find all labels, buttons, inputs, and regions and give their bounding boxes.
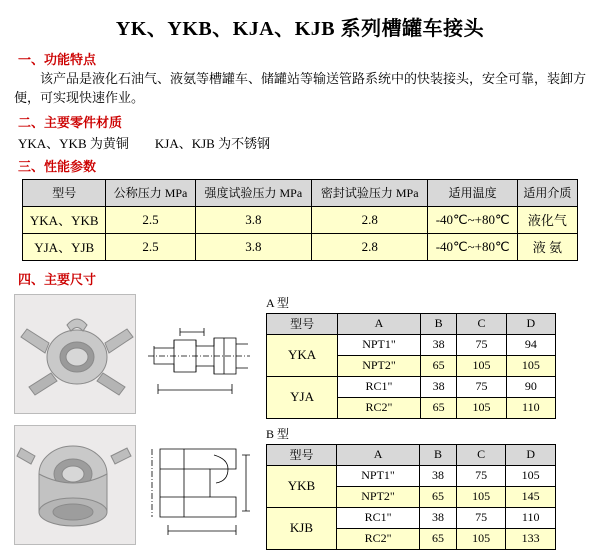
b-model-1: KJB xyxy=(267,507,337,549)
type-b-block xyxy=(0,425,600,550)
a-r0l0-c1: NPT1" xyxy=(338,334,421,355)
a-header-0: 型号 xyxy=(267,313,338,334)
b-r0l0-c2: 38 xyxy=(420,465,457,486)
b-r1l1-c2: 65 xyxy=(420,528,457,549)
section-heading-performance: 三、性能参数 xyxy=(18,158,97,174)
b-r1l1-c3: 105 xyxy=(456,528,506,549)
a-r1l0-c1: RC1" xyxy=(338,376,421,397)
a-r0l0-c4: 94 xyxy=(506,334,555,355)
a-model-0: YKA xyxy=(267,334,338,376)
b-header-0: 型号 xyxy=(267,444,337,465)
table-header-row xyxy=(23,179,578,206)
b-header-3: C xyxy=(456,444,506,465)
table-row xyxy=(23,233,578,260)
b-r0l1-c3: 105 xyxy=(456,486,506,507)
a-r0l0-c3: 75 xyxy=(457,334,506,355)
spec-header-3: 密封试验压力 MPa xyxy=(312,179,428,206)
spec-r0-c1: 2.5 xyxy=(106,206,195,233)
material-line-b: KJA、KJB 为不锈钢 xyxy=(154,135,271,151)
spec-r1-c2: 3.8 xyxy=(195,233,311,260)
spec-r0-c0: YKA、YKB xyxy=(23,206,106,233)
b-r1l1-c1: RC2" xyxy=(336,528,419,549)
a-r1l1-c3: 105 xyxy=(457,397,506,418)
b-header-1: A xyxy=(336,444,419,465)
spec-r1-c3: 2.8 xyxy=(312,233,428,260)
spec-header-4: 适用温度 xyxy=(428,179,517,206)
b-r1l0-c2: 38 xyxy=(420,507,457,528)
drawing-a xyxy=(144,294,254,412)
table-row xyxy=(267,507,556,528)
b-r0l0-c1: NPT1" xyxy=(336,465,419,486)
a-header-4: D xyxy=(506,313,555,334)
section-heading-dimensions: 四、主要尺寸 xyxy=(18,271,97,287)
a-r0l1-c4: 105 xyxy=(506,355,555,376)
spec-header-5: 适用介质 xyxy=(517,179,577,206)
spec-r1-c0: YJA、YJB xyxy=(23,233,106,260)
a-model-1: YJA xyxy=(267,376,338,418)
a-r1l0-c2: 38 xyxy=(420,376,456,397)
spec-r1-c5: 液 氨 xyxy=(517,233,577,260)
type-a-label: A 型 xyxy=(266,295,290,310)
spec-header-1: 公称压力 MPa xyxy=(106,179,195,206)
spec-r1-c1: 2.5 xyxy=(106,233,195,260)
photo-b xyxy=(14,425,136,545)
b-r0l1-c2: 65 xyxy=(420,486,457,507)
type-b-table-column xyxy=(266,425,556,550)
a-r1l1-c4: 110 xyxy=(506,397,555,418)
coupling-photo-a-graphic xyxy=(15,295,135,413)
photo-a xyxy=(14,294,136,414)
b-r0l1-c4: 145 xyxy=(506,486,556,507)
b-r1l0-c3: 75 xyxy=(456,507,506,528)
type-a-table-column xyxy=(266,294,556,419)
coupling-photo-b-graphic xyxy=(15,426,135,544)
spec-r0-c5: 液化气 xyxy=(517,206,577,233)
table-row xyxy=(267,465,556,486)
material-lines xyxy=(18,133,600,152)
b-r1l0-c4: 110 xyxy=(506,507,556,528)
spec-r0-c2: 3.8 xyxy=(195,206,311,233)
page-title: YK、YKB、KJA、KJB 系列槽罐车接头 xyxy=(115,18,485,40)
b-header-4: D xyxy=(506,444,556,465)
spec-r0-c4: -40℃~+80℃ xyxy=(428,206,517,233)
table-header-row xyxy=(267,444,556,465)
features-text: 该产品是液化石油气、液氨等槽罐车、储罐站等输送管路系统中的快装接头，安全可靠，装卸方便，可实现快速作业。 xyxy=(14,71,587,105)
type-b-label: B 型 xyxy=(266,426,290,441)
section-heading-features: 一、功能特点 xyxy=(18,52,97,67)
a-r0l0-c2: 38 xyxy=(420,334,456,355)
table-row xyxy=(267,376,556,397)
section-heading-material: 二、主要零件材质 xyxy=(18,114,123,130)
table-header-row xyxy=(267,313,556,334)
type-a-block xyxy=(0,294,600,419)
table-row xyxy=(267,334,556,355)
b-r1l0-c1: RC1" xyxy=(336,507,419,528)
a-r1l1-c1: RC2" xyxy=(338,397,421,418)
type-b-table xyxy=(266,444,556,550)
material-line-a: YKA、YKB 为黄铜 xyxy=(18,135,129,151)
spec-r0-c3: 2.8 xyxy=(312,206,428,233)
b-model-0: YKB xyxy=(267,465,337,507)
spec-header-0: 型号 xyxy=(23,179,106,206)
a-r1l1-c2: 65 xyxy=(420,397,456,418)
coupling-drawing-a-graphic xyxy=(144,294,254,412)
type-a-table xyxy=(266,313,556,419)
b-r0l1-c1: NPT2" xyxy=(336,486,419,507)
a-r1l0-c4: 90 xyxy=(506,376,555,397)
b-r1l1-c4: 133 xyxy=(506,528,556,549)
drawing-b xyxy=(144,425,254,543)
b-r0l0-c3: 75 xyxy=(456,465,506,486)
a-r0l1-c2: 65 xyxy=(420,355,456,376)
a-r0l1-c1: NPT2" xyxy=(338,355,421,376)
a-r0l1-c3: 105 xyxy=(457,355,506,376)
a-header-2: B xyxy=(420,313,456,334)
a-header-3: C xyxy=(457,313,506,334)
dimensions-section xyxy=(0,294,600,550)
a-header-1: A xyxy=(338,313,421,334)
performance-table xyxy=(22,179,578,261)
spec-r1-c4: -40℃~+80℃ xyxy=(428,233,517,260)
table-row xyxy=(23,206,578,233)
coupling-drawing-b-graphic xyxy=(144,425,254,543)
a-r1l0-c3: 75 xyxy=(457,376,506,397)
b-header-2: B xyxy=(420,444,457,465)
b-r0l0-c4: 105 xyxy=(506,465,556,486)
spec-header-2: 强度试验压力 MPa xyxy=(195,179,311,206)
